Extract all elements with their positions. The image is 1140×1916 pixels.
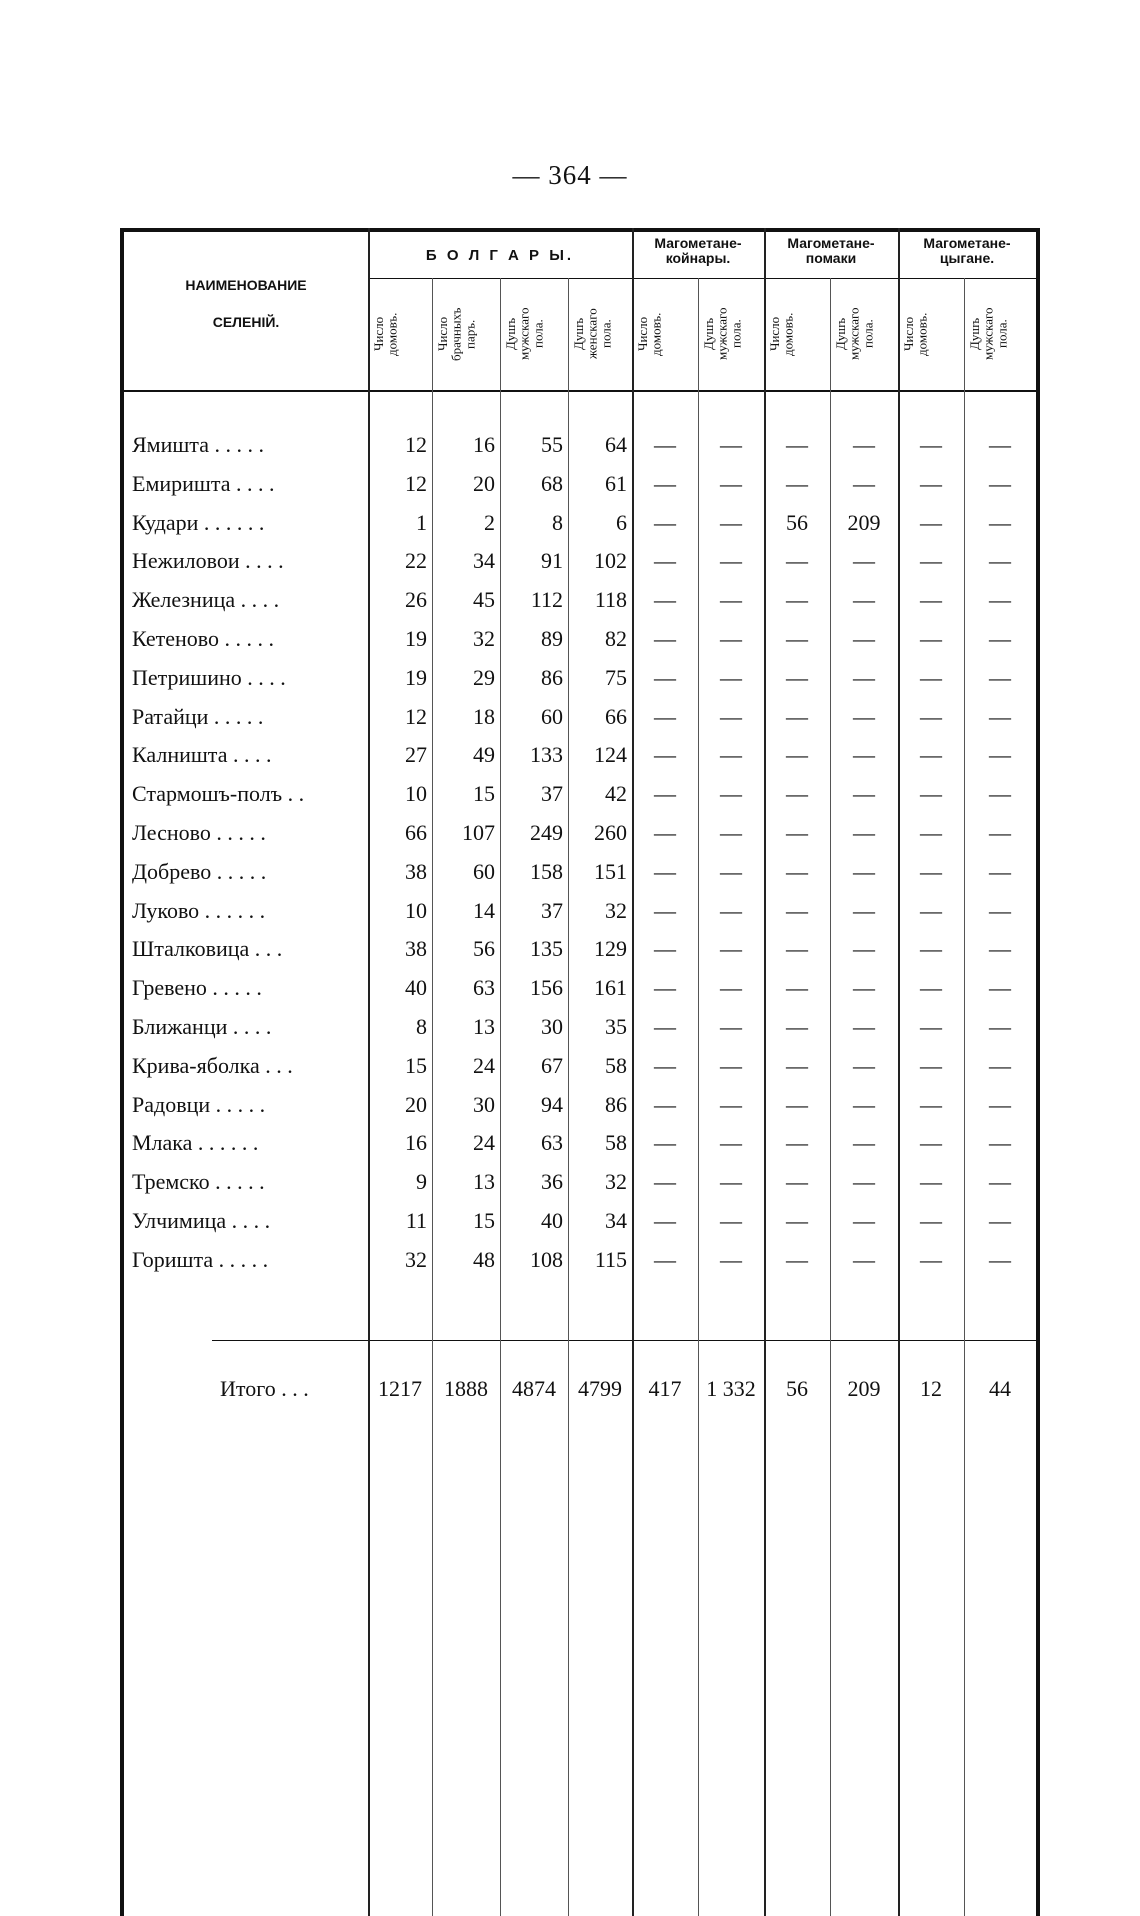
total-cell: 1 332 bbox=[706, 1376, 756, 1401]
table-cell: 209 bbox=[847, 509, 881, 535]
table-cell: 91 bbox=[541, 548, 563, 574]
village-name: Кудари . . . . . . bbox=[132, 509, 265, 535]
subcolumn-header: Душъ мужскаго пола. bbox=[833, 307, 876, 361]
village-name: Горишта . . . . . bbox=[132, 1246, 269, 1272]
table-cell: — bbox=[720, 509, 742, 535]
table-cell: — bbox=[720, 1052, 742, 1078]
table-cell: — bbox=[654, 548, 676, 574]
table-cell: — bbox=[989, 509, 1011, 535]
table-cell: — bbox=[920, 1130, 942, 1156]
table-cell: — bbox=[920, 1091, 942, 1117]
table-cell: 15 bbox=[473, 781, 495, 807]
table-cell: — bbox=[989, 858, 1011, 884]
table-cell: — bbox=[786, 936, 808, 962]
table-cell: — bbox=[654, 1014, 676, 1039]
table-cell: — bbox=[720, 470, 742, 496]
table-cell: — bbox=[989, 742, 1011, 768]
table-cell: — bbox=[786, 587, 808, 613]
table-cell: — bbox=[786, 975, 808, 1001]
table-cell: 38 bbox=[405, 858, 427, 884]
table-cell: 2 bbox=[484, 509, 495, 535]
table-row bbox=[120, 1047, 1040, 1085]
table-cell: — bbox=[853, 1169, 875, 1195]
table-cell: — bbox=[853, 975, 875, 1001]
table-cell: — bbox=[786, 1169, 808, 1195]
table-row bbox=[120, 698, 1040, 736]
table-cell: 11 bbox=[405, 1208, 427, 1233]
total-cell: 1888 bbox=[444, 1376, 488, 1401]
table-cell: — bbox=[920, 742, 942, 768]
table-cell: — bbox=[654, 432, 676, 457]
table-cell: — bbox=[853, 548, 875, 574]
village-name: Железница . . . . bbox=[132, 587, 280, 613]
table-cell: — bbox=[920, 548, 942, 574]
table-cell: 86 bbox=[541, 664, 563, 690]
table-cell: — bbox=[654, 509, 676, 535]
table-cell: 56 bbox=[473, 936, 495, 962]
table-cell: 13 bbox=[473, 1169, 495, 1195]
village-name: Улчимица . . . . bbox=[132, 1208, 271, 1233]
subcolumn-header: Число домовъ. bbox=[767, 312, 796, 356]
table-cell: — bbox=[920, 664, 942, 690]
table-cell: — bbox=[786, 781, 808, 807]
table-cell: — bbox=[989, 936, 1011, 962]
table-cell: 19 bbox=[405, 626, 427, 651]
table-cell: 58 bbox=[605, 1130, 627, 1156]
table-cell: 9 bbox=[416, 1169, 427, 1195]
table-cell: — bbox=[654, 897, 676, 923]
table-cell: — bbox=[786, 1246, 808, 1272]
table-cell: — bbox=[853, 1091, 875, 1117]
total-cell: 209 bbox=[847, 1376, 881, 1401]
table-cell: 15 bbox=[405, 1052, 427, 1078]
table-cell: 60 bbox=[541, 703, 563, 729]
table-cell: 60 bbox=[473, 858, 495, 884]
table-cell: — bbox=[654, 936, 676, 962]
table-cell: 161 bbox=[594, 975, 627, 1001]
table-cell: 63 bbox=[473, 975, 495, 1001]
village-name: Луково . . . . . . bbox=[132, 897, 266, 923]
table-cell: — bbox=[720, 742, 742, 768]
table-cell: 89 bbox=[541, 626, 563, 651]
table-cell: 13 bbox=[473, 1014, 495, 1039]
table-cell: — bbox=[920, 1014, 942, 1039]
table-cell: — bbox=[853, 1208, 875, 1233]
name-column-header-line2: СЕЛЕНІЙ. bbox=[212, 313, 280, 330]
table-cell: — bbox=[853, 858, 875, 884]
table-cell: 55 bbox=[541, 432, 563, 457]
table-cell: — bbox=[720, 1246, 742, 1272]
table-cell: 12 bbox=[405, 432, 427, 457]
table-cell: 61 bbox=[605, 470, 627, 496]
table-cell: — bbox=[720, 781, 742, 807]
table-cell: — bbox=[786, 858, 808, 884]
table-cell: — bbox=[989, 1091, 1011, 1117]
table-cell: — bbox=[720, 626, 742, 651]
table-cell: — bbox=[720, 975, 742, 1001]
table-cell: 133 bbox=[530, 742, 563, 768]
table-cell: 19 bbox=[405, 664, 427, 690]
table-cell: — bbox=[853, 664, 875, 690]
table-cell: — bbox=[786, 432, 808, 457]
table-cell: — bbox=[920, 1169, 942, 1195]
table-cell: — bbox=[786, 1091, 808, 1117]
village-name: Калништа . . . . bbox=[132, 742, 272, 768]
table-cell: — bbox=[720, 432, 742, 457]
table-cell: — bbox=[654, 587, 676, 613]
table-cell: 6 bbox=[616, 509, 627, 535]
table-cell: — bbox=[720, 936, 742, 962]
table-cell: 75 bbox=[605, 664, 627, 690]
total-cell: 12 bbox=[920, 1376, 942, 1401]
table-cell: — bbox=[853, 1246, 875, 1272]
table-cell: 10 bbox=[405, 897, 427, 923]
table-cell: — bbox=[786, 470, 808, 496]
table-cell: — bbox=[654, 1169, 676, 1195]
table-row bbox=[120, 620, 1040, 658]
table-cell: 82 bbox=[605, 626, 627, 651]
table-cell: 48 bbox=[473, 1246, 495, 1272]
table-cell: 24 bbox=[473, 1130, 495, 1156]
table-cell: — bbox=[654, 1246, 676, 1272]
table-cell: 108 bbox=[530, 1246, 563, 1272]
table-cell: — bbox=[654, 975, 676, 1001]
table-cell: — bbox=[989, 1246, 1011, 1272]
table-cell: — bbox=[853, 820, 875, 845]
table-cell: — bbox=[786, 664, 808, 690]
table-cell: — bbox=[989, 975, 1011, 1001]
table-cell: 64 bbox=[605, 432, 627, 457]
table-cell: 102 bbox=[594, 548, 627, 574]
table-cell: — bbox=[920, 781, 942, 807]
table-cell: 135 bbox=[530, 936, 563, 962]
table-cell: — bbox=[920, 936, 942, 962]
total-cell: 44 bbox=[989, 1376, 1011, 1401]
table-cell: — bbox=[720, 1014, 742, 1039]
table-cell: 30 bbox=[541, 1014, 563, 1039]
table-cell: — bbox=[720, 1208, 742, 1233]
table-cell: — bbox=[654, 1130, 676, 1156]
table-row bbox=[120, 930, 1040, 968]
table-cell: — bbox=[989, 587, 1011, 613]
table-cell: 56 bbox=[786, 509, 808, 535]
village-name: Тремско . . . . . bbox=[132, 1169, 265, 1195]
table-cell: — bbox=[853, 703, 875, 729]
table-row bbox=[120, 1008, 1040, 1046]
table-cell: 58 bbox=[605, 1052, 627, 1078]
table-cell: — bbox=[786, 1208, 808, 1233]
table-cell: 32 bbox=[605, 897, 627, 923]
table-cell: 34 bbox=[605, 1208, 627, 1233]
table-row bbox=[120, 504, 1040, 542]
table-cell: 12 bbox=[405, 703, 427, 729]
table-cell: — bbox=[720, 703, 742, 729]
table-cell: 16 bbox=[405, 1130, 427, 1156]
village-name: Ратайци . . . . . bbox=[132, 703, 264, 729]
table-cell: — bbox=[853, 897, 875, 923]
table-cell: — bbox=[853, 742, 875, 768]
table-cell: 8 bbox=[416, 1014, 427, 1039]
table-cell: — bbox=[853, 1014, 875, 1039]
table-cell: 49 bbox=[473, 742, 495, 768]
table-cell: — bbox=[720, 897, 742, 923]
table-cell: 34 bbox=[473, 548, 495, 574]
table-cell: — bbox=[853, 1130, 875, 1156]
table-cell: — bbox=[720, 1091, 742, 1117]
subcolumn-header: Душъ мужскаго пола. bbox=[503, 307, 546, 361]
table-cell: 118 bbox=[594, 587, 627, 613]
table-cell: — bbox=[654, 1091, 676, 1117]
table-cell: — bbox=[654, 703, 676, 729]
table-cell: — bbox=[786, 548, 808, 574]
table-cell: — bbox=[720, 587, 742, 613]
table-cell: 66 bbox=[405, 820, 427, 845]
table-cell: 10 bbox=[405, 781, 427, 807]
subcolumn-header: Душъ мужскаго пола. bbox=[967, 307, 1010, 361]
table-row bbox=[120, 465, 1040, 503]
table-cell: — bbox=[920, 975, 942, 1001]
table-cell: — bbox=[853, 470, 875, 496]
group-header-koinary: Магометане- койнары. bbox=[654, 235, 742, 266]
table-cell: 1 bbox=[416, 509, 427, 535]
table-row bbox=[120, 426, 1040, 464]
table-cell: 32 bbox=[473, 626, 495, 651]
table-row bbox=[120, 775, 1040, 813]
table-row bbox=[120, 1124, 1040, 1162]
table-cell: — bbox=[920, 703, 942, 729]
village-name: Лесново . . . . . bbox=[132, 820, 266, 845]
table-cell: 86 bbox=[605, 1091, 627, 1117]
table-cell: 15 bbox=[473, 1208, 495, 1233]
table-cell: 36 bbox=[541, 1169, 563, 1195]
table-cell: — bbox=[786, 742, 808, 768]
village-name: Гревено . . . . . bbox=[132, 975, 262, 1001]
table-cell: 32 bbox=[605, 1169, 627, 1195]
table-cell: — bbox=[989, 820, 1011, 845]
village-name: Емиришта . . . . bbox=[132, 470, 275, 496]
group-header-bulgarians: Б О Л Г А Р Ы. bbox=[425, 247, 575, 264]
table-cell: 115 bbox=[594, 1246, 627, 1272]
table-cell: 27 bbox=[405, 742, 427, 768]
group-header-pomaks: Магометане- помаки bbox=[787, 235, 875, 266]
table-cell: — bbox=[920, 897, 942, 923]
village-name: Ямишта . . . . . bbox=[132, 432, 264, 457]
table-cell: 156 bbox=[530, 975, 563, 1001]
total-cell: 4874 bbox=[512, 1376, 556, 1401]
table-cell: 20 bbox=[473, 470, 495, 496]
table-row bbox=[120, 659, 1040, 697]
table-cell: — bbox=[989, 1014, 1011, 1039]
table-cell: 37 bbox=[541, 897, 563, 923]
table-cell: 94 bbox=[541, 1091, 563, 1117]
table-cell: 158 bbox=[530, 858, 563, 884]
table-cell: — bbox=[853, 1052, 875, 1078]
table-cell: — bbox=[720, 1169, 742, 1195]
table-cell: 260 bbox=[594, 820, 627, 845]
table-cell: — bbox=[720, 820, 742, 845]
table-row bbox=[120, 1163, 1040, 1201]
village-name: Крива-яболка . . . bbox=[132, 1052, 293, 1078]
table-cell: — bbox=[989, 1208, 1011, 1233]
table-cell: — bbox=[989, 897, 1011, 923]
table-cell: — bbox=[654, 664, 676, 690]
table-cell: 66 bbox=[605, 703, 627, 729]
table-cell: — bbox=[853, 432, 875, 457]
table-cell: 40 bbox=[405, 975, 427, 1001]
total-cell: 56 bbox=[786, 1376, 808, 1401]
village-name: Радовци . . . . . bbox=[132, 1091, 266, 1117]
table-cell: 112 bbox=[530, 587, 563, 613]
table-cell: — bbox=[920, 509, 942, 535]
table-cell: 129 bbox=[594, 936, 627, 962]
table-cell: — bbox=[989, 470, 1011, 496]
table-cell: 63 bbox=[541, 1130, 563, 1156]
table-cell: — bbox=[720, 664, 742, 690]
table-cell: — bbox=[654, 626, 676, 651]
village-name: Ближанци . . . . bbox=[132, 1014, 272, 1039]
table-cell: 29 bbox=[473, 664, 495, 690]
name-column-header bbox=[124, 278, 368, 329]
table-cell: 12 bbox=[405, 470, 427, 496]
table-cell: — bbox=[654, 858, 676, 884]
village-name: Кетеново . . . . . bbox=[132, 626, 274, 651]
table-cell: — bbox=[786, 1014, 808, 1039]
table-row bbox=[120, 892, 1040, 930]
total-separator-rule bbox=[212, 1340, 1040, 1341]
table-cell: — bbox=[786, 703, 808, 729]
village-name: Млака . . . . . . bbox=[132, 1130, 259, 1156]
table-cell: — bbox=[654, 820, 676, 845]
table-row bbox=[120, 581, 1040, 619]
table-cell: — bbox=[853, 936, 875, 962]
group-subheader-rule bbox=[368, 278, 1040, 279]
table-cell: 35 bbox=[605, 1014, 627, 1039]
table-cell: 18 bbox=[473, 703, 495, 729]
table-cell: — bbox=[786, 897, 808, 923]
table-row bbox=[120, 1241, 1040, 1279]
total-label: Итого . . . bbox=[220, 1376, 309, 1401]
table-cell: — bbox=[920, 626, 942, 651]
table-cell: — bbox=[989, 1130, 1011, 1156]
name-column-header-line1: НАИМЕНОВАНИЕ bbox=[185, 277, 307, 293]
table-cell: — bbox=[720, 858, 742, 884]
table-cell: 32 bbox=[405, 1246, 427, 1272]
table-cell: — bbox=[920, 1052, 942, 1078]
table-cell: — bbox=[989, 703, 1011, 729]
table-cell: — bbox=[654, 781, 676, 807]
table-cell: 151 bbox=[594, 858, 627, 884]
subcolumn-header: Число домовъ. bbox=[635, 312, 664, 356]
table-cell: 38 bbox=[405, 936, 427, 962]
subcolumn-header: Число домовъ. bbox=[901, 312, 930, 356]
table-row bbox=[120, 853, 1040, 891]
table-cell: 22 bbox=[405, 548, 427, 574]
table-row bbox=[120, 736, 1040, 774]
total-row bbox=[120, 1370, 1040, 1408]
table-cell: — bbox=[920, 1208, 942, 1233]
table-cell: 40 bbox=[541, 1208, 563, 1233]
table-cell: 45 bbox=[473, 587, 495, 613]
table-cell: 67 bbox=[541, 1052, 563, 1078]
table-cell: 14 bbox=[473, 897, 495, 923]
table-cell: 20 bbox=[405, 1091, 427, 1117]
table-cell: — bbox=[786, 1052, 808, 1078]
subcolumn-header: Душъ женскаго пола. bbox=[571, 308, 614, 360]
table-cell: — bbox=[654, 1208, 676, 1233]
table-cell: — bbox=[786, 626, 808, 651]
table-row bbox=[120, 1202, 1040, 1240]
table-cell: — bbox=[989, 432, 1011, 457]
table-cell: 124 bbox=[594, 742, 627, 768]
table-cell: 249 bbox=[530, 820, 563, 845]
table-cell: — bbox=[989, 664, 1011, 690]
table-cell: — bbox=[853, 587, 875, 613]
table-row bbox=[120, 1086, 1040, 1124]
census-table bbox=[120, 228, 1040, 1916]
table-cell: — bbox=[920, 1246, 942, 1272]
table-cell: 16 bbox=[473, 432, 495, 457]
table-cell: — bbox=[920, 587, 942, 613]
table-cell: — bbox=[654, 1052, 676, 1078]
table-cell: 37 bbox=[541, 781, 563, 807]
table-cell: — bbox=[920, 820, 942, 845]
table-cell: 24 bbox=[473, 1052, 495, 1078]
table-cell: — bbox=[920, 432, 942, 457]
table-cell: — bbox=[989, 626, 1011, 651]
table-cell: — bbox=[786, 1130, 808, 1156]
village-name: Нежиловои . . . . bbox=[132, 548, 284, 574]
table-cell: — bbox=[989, 781, 1011, 807]
table-row bbox=[120, 542, 1040, 580]
village-name: Добрево . . . . . bbox=[132, 858, 267, 884]
table-cell: — bbox=[920, 470, 942, 496]
table-cell: — bbox=[989, 1169, 1011, 1195]
table-cell: 107 bbox=[462, 820, 495, 845]
total-cell: 1217 bbox=[378, 1376, 422, 1401]
table-cell: 30 bbox=[473, 1091, 495, 1117]
table-cell: — bbox=[853, 781, 875, 807]
table-cell: 26 bbox=[405, 587, 427, 613]
header-bottom-rule bbox=[120, 390, 1040, 392]
table-top-border bbox=[120, 228, 1040, 232]
table-cell: — bbox=[786, 820, 808, 845]
table-cell: — bbox=[720, 548, 742, 574]
village-name: Шталковица . . . bbox=[132, 936, 283, 962]
total-cell: 4799 bbox=[578, 1376, 622, 1401]
page-number: — 364 — bbox=[512, 160, 628, 190]
table-row bbox=[120, 814, 1040, 852]
village-name: Петришино . . . . bbox=[132, 664, 286, 690]
table-cell: — bbox=[720, 1130, 742, 1156]
table-cell: — bbox=[853, 626, 875, 651]
group-header-gypsies: Магометане- цыгане. bbox=[923, 235, 1011, 266]
table-cell: — bbox=[654, 470, 676, 496]
table-cell: — bbox=[989, 1052, 1011, 1078]
subcolumn-header: Душъ мужскаго пола. bbox=[701, 307, 744, 361]
table-cell: — bbox=[654, 742, 676, 768]
subcolumn-header: Число домовъ. bbox=[371, 312, 400, 356]
subcolumn-header: Число брачныхъ паръ. bbox=[435, 307, 478, 361]
table-cell: — bbox=[989, 548, 1011, 574]
table-cell: — bbox=[920, 858, 942, 884]
table-cell: 8 bbox=[552, 509, 563, 535]
table-cell: 42 bbox=[605, 781, 627, 807]
total-cell: 417 bbox=[648, 1376, 682, 1401]
table-row bbox=[120, 969, 1040, 1007]
table-cell: 68 bbox=[541, 470, 563, 496]
village-name: Стармошъ-полъ . . bbox=[132, 781, 305, 807]
